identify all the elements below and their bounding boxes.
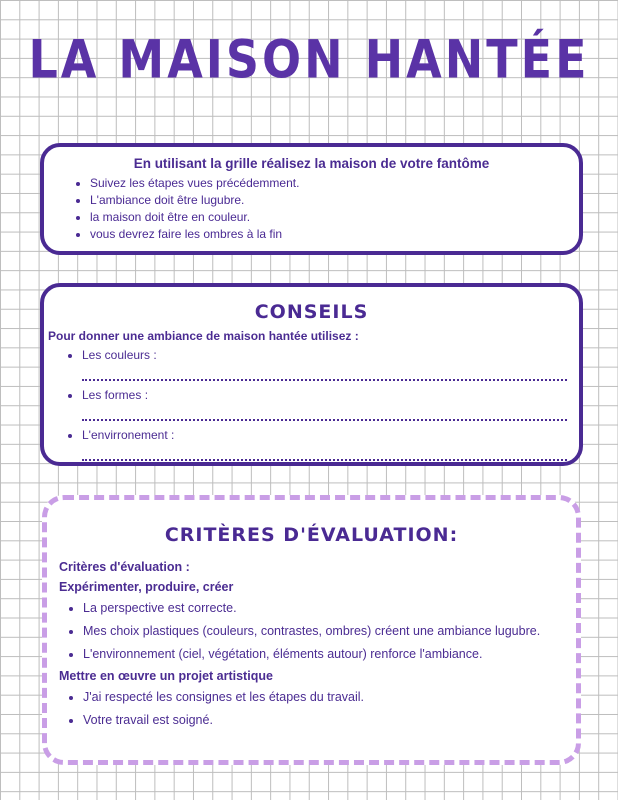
conseils-list xyxy=(56,347,567,461)
answer-line[interactable] xyxy=(82,405,567,421)
answer-line[interactable] xyxy=(82,445,567,461)
list-item: • La perspective est correcte. xyxy=(83,600,564,617)
instructions-box xyxy=(40,143,583,255)
conseils-box xyxy=(40,283,583,466)
list-item: • L'environnement (ciel, végétation, éléments autour) renforce l'ambiance. xyxy=(83,646,564,663)
list-item: • Les couleurs : xyxy=(82,347,567,363)
criteres-box xyxy=(42,495,581,765)
criteres-title: CRITÈRES D'ÉVALUATION: xyxy=(164,524,459,546)
section2-list xyxy=(59,689,564,729)
list-item: • Les formes : xyxy=(82,387,567,403)
instructions-heading: En utilisant la grille réalisez la maison de votre fantôme xyxy=(133,156,490,171)
list-item: • J'ai respecté les consignes et les étapes du travail. xyxy=(83,689,564,706)
conseils-title: CONSEILS xyxy=(254,301,369,323)
list-item: • Suivez les étapes vues précédemment. xyxy=(90,175,565,192)
section1-list xyxy=(59,600,564,663)
list-item: • L'ambiance doit être lugubre. xyxy=(90,192,565,209)
list-item: • vous devrez faire les ombres à la fin xyxy=(90,226,565,243)
section1-heading: Expérimenter, produire, créer xyxy=(59,580,234,594)
page-title: LA MAISON HANTÉE xyxy=(28,27,590,91)
list-item: • Mes choix plastiques (couleurs, contrastes, ombres) créent une ambiance lugubre. xyxy=(83,623,564,640)
section2-heading: Mettre en œuvre un projet artistique xyxy=(59,669,273,683)
list-item: • la maison doit être en couleur. xyxy=(90,209,565,226)
list-item: • Votre travail est soigné. xyxy=(83,712,564,729)
instructions-list xyxy=(58,175,565,243)
answer-line[interactable] xyxy=(82,365,567,381)
conseils-lead: Pour donner une ambiance de maison hantée utilisez : xyxy=(48,329,359,343)
list-item: • L'envirronement : xyxy=(82,427,567,443)
criteres-subtitle: Critères d'évaluation : xyxy=(59,560,190,574)
